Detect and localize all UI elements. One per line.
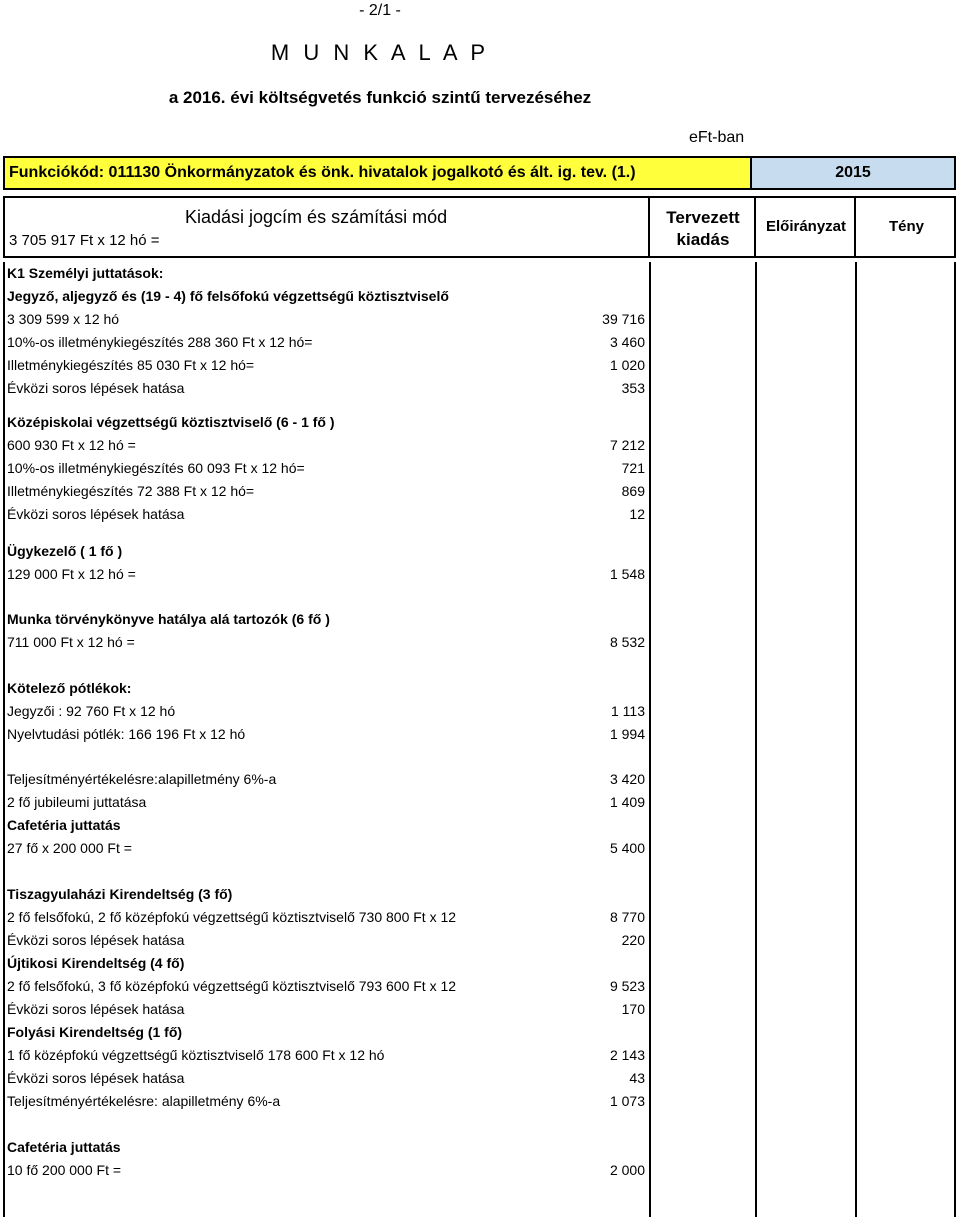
row-description: Teljesítményértékelésre:alapilletmény 6%-a bbox=[7, 771, 277, 787]
unit-label: eFt-ban bbox=[689, 129, 745, 146]
row-description: Évközi soros lépések hatása bbox=[7, 932, 185, 948]
row-planned-value: 12 bbox=[629, 506, 645, 522]
row-planned-value: 1 073 bbox=[609, 1093, 645, 1109]
page-number: - 2/1 - bbox=[359, 2, 401, 19]
table-row bbox=[7, 768, 647, 790]
row-planned-value: 2 143 bbox=[609, 1047, 645, 1063]
table-row bbox=[7, 354, 647, 376]
row-description: Jegyző, aljegyző és (19 - 4) fő felsőfokú végzettségű köztisztviselő bbox=[7, 288, 449, 304]
header-planned-line1: Tervezett bbox=[666, 208, 740, 227]
row-description: Illetménykiegészítés 85 030 Ft x 12 hó= bbox=[7, 357, 255, 373]
row-description: Újtikosi Kirendeltség (4 fő) bbox=[7, 955, 185, 971]
row-description: 600 930 Ft x 12 hó = bbox=[7, 437, 136, 453]
row-description: Évközi soros lépések hatása bbox=[7, 1070, 185, 1086]
row-planned-value: 8 532 bbox=[609, 634, 645, 650]
row-planned-value: 170 bbox=[621, 1001, 645, 1017]
table-row bbox=[7, 411, 647, 433]
table-row bbox=[7, 1090, 647, 1112]
row-description: Ügykezelő ( 1 fő ) bbox=[7, 543, 123, 559]
row-planned-value: 3 460 bbox=[609, 334, 645, 350]
table-row bbox=[7, 791, 647, 813]
table-row bbox=[7, 563, 647, 585]
row-planned-value: 869 bbox=[621, 483, 645, 499]
row-description: 1 fő középfokú végzettségű köztisztviselő 178 600 Ft x 12 hó bbox=[7, 1047, 385, 1063]
table-row bbox=[7, 262, 647, 284]
table-row bbox=[7, 952, 647, 974]
table-row bbox=[7, 814, 647, 836]
row-description: Folyási Kirendeltség (1 fő) bbox=[7, 1024, 183, 1040]
table-row bbox=[7, 1067, 647, 1089]
row-description: Nyelvtudási pótlék: 166 196 Ft x 12 hó bbox=[7, 726, 246, 742]
row-description: Kötelező pótlékok: bbox=[7, 680, 132, 696]
row-planned-value: 721 bbox=[621, 460, 645, 476]
table-row bbox=[7, 929, 647, 951]
row-description: Illetménykiegészítés 72 388 Ft x 12 hó= bbox=[7, 483, 255, 499]
row-description: 129 000 Ft x 12 hó = bbox=[7, 566, 136, 582]
row-planned-value: 1 994 bbox=[609, 726, 645, 742]
row-description: 2 fő felsőfokú, 2 fő középfokú végzettségű köztisztviselő 730 800 Ft x 12 bbox=[7, 909, 457, 925]
function-code-label: Funkciókód: 011130 Önkormányzatok és önk. hivatalok jogalkotó és ált. ig. tev. (1.) bbox=[5, 158, 752, 188]
table-row bbox=[7, 480, 647, 502]
row-description: Munka törvénykönyve hatálya alá tartozók (6 fő ) bbox=[7, 611, 330, 627]
page-title: M U N K A L A P bbox=[270, 40, 490, 65]
row-description: 27 fő x 200 000 Ft = bbox=[7, 840, 132, 856]
table-row bbox=[7, 883, 647, 905]
table-row bbox=[7, 503, 647, 525]
row-planned-value: 220 bbox=[621, 932, 645, 948]
table-row bbox=[7, 998, 647, 1020]
table-row bbox=[7, 1044, 647, 1066]
row-description: K1 Személyi juttatások: bbox=[7, 265, 164, 281]
row-planned-value: 43 bbox=[629, 1070, 645, 1086]
row-description: Cafetéria juttatás bbox=[7, 817, 121, 833]
row-description: 10 fő 200 000 Ft = bbox=[7, 1162, 122, 1178]
row-description: 2 fő jubileumi juttatása bbox=[7, 794, 147, 810]
row-description: Tiszagyulaházi Kirendeltség (3 fő) bbox=[7, 886, 233, 902]
table-row bbox=[7, 1159, 647, 1181]
function-year: 2015 bbox=[752, 158, 954, 188]
header-planned-line2: kiadás bbox=[676, 230, 730, 249]
table-row bbox=[7, 631, 647, 653]
row-description: Jegyzői : 92 760 Ft x 12 hó bbox=[7, 703, 176, 719]
header-actual: Tény bbox=[888, 218, 924, 235]
table-row bbox=[7, 1021, 647, 1043]
row-planned-value: 8 770 bbox=[609, 909, 645, 925]
row-description: Évközi soros lépések hatása bbox=[7, 1001, 185, 1017]
row-description: 10%-os illetménykiegészítés 288 360 Ft x 12 hó= bbox=[7, 334, 313, 350]
row-planned-value: 2 000 bbox=[609, 1162, 645, 1178]
row-description: Évközi soros lépések hatása bbox=[7, 506, 185, 522]
row-description: 2 fő felsőfokú, 3 fő középfokú végzettségű köztisztviselő 793 600 Ft x 12 bbox=[7, 978, 457, 994]
table-row bbox=[7, 377, 647, 399]
table-row bbox=[7, 308, 647, 330]
row-planned-value: 5 400 bbox=[609, 840, 645, 856]
table-row bbox=[7, 540, 647, 562]
header-method: Kiadási jogcím és számítási mód bbox=[185, 207, 448, 227]
row-planned-value: 39 716 bbox=[602, 311, 645, 327]
row-planned-value: 1 409 bbox=[609, 794, 645, 810]
table-row bbox=[7, 700, 647, 722]
header-appropriation: Előirányzat bbox=[765, 218, 847, 235]
table-row bbox=[7, 434, 647, 456]
row-planned-value: 1 020 bbox=[609, 357, 645, 373]
row-planned-value: 1 548 bbox=[609, 566, 645, 582]
table-row bbox=[7, 906, 647, 928]
table-row bbox=[7, 608, 647, 630]
row-planned-value: 1 113 bbox=[611, 703, 645, 719]
table-row bbox=[7, 837, 647, 859]
row-description: Cafetéria juttatás bbox=[7, 1139, 121, 1155]
table-row bbox=[7, 457, 647, 479]
table-row bbox=[7, 723, 647, 745]
table-row bbox=[7, 975, 647, 997]
row-planned-value: 7 212 bbox=[609, 437, 645, 453]
row-description: Évközi soros lépések hatása bbox=[7, 380, 185, 396]
row-planned-value: 9 523 bbox=[609, 978, 645, 994]
row-description: 10%-os illetménykiegészítés 60 093 Ft x 12 hó= bbox=[7, 460, 305, 476]
row-description: 711 000 Ft x 12 hó = bbox=[7, 634, 135, 650]
page-subtitle: a 2016. évi költségvetés funkció szintű tervezéséhez bbox=[168, 88, 592, 107]
row-description: 3 309 599 x 12 hó bbox=[7, 311, 120, 327]
table-row bbox=[7, 285, 647, 307]
table-row bbox=[7, 677, 647, 699]
row-description: Teljesítményértékelésre: alapilletmény 6%-a bbox=[7, 1093, 281, 1109]
row-description: Középiskolai végzettségű köztisztviselő (6 - 1 fő ) bbox=[7, 414, 335, 430]
table-row bbox=[7, 1136, 647, 1158]
row-planned-value: 3 420 bbox=[609, 771, 645, 787]
row-planned-value: 353 bbox=[621, 380, 645, 396]
table-row bbox=[7, 331, 647, 353]
header-base-calculation: 3 705 917 Ft x 12 hó = bbox=[9, 232, 160, 249]
